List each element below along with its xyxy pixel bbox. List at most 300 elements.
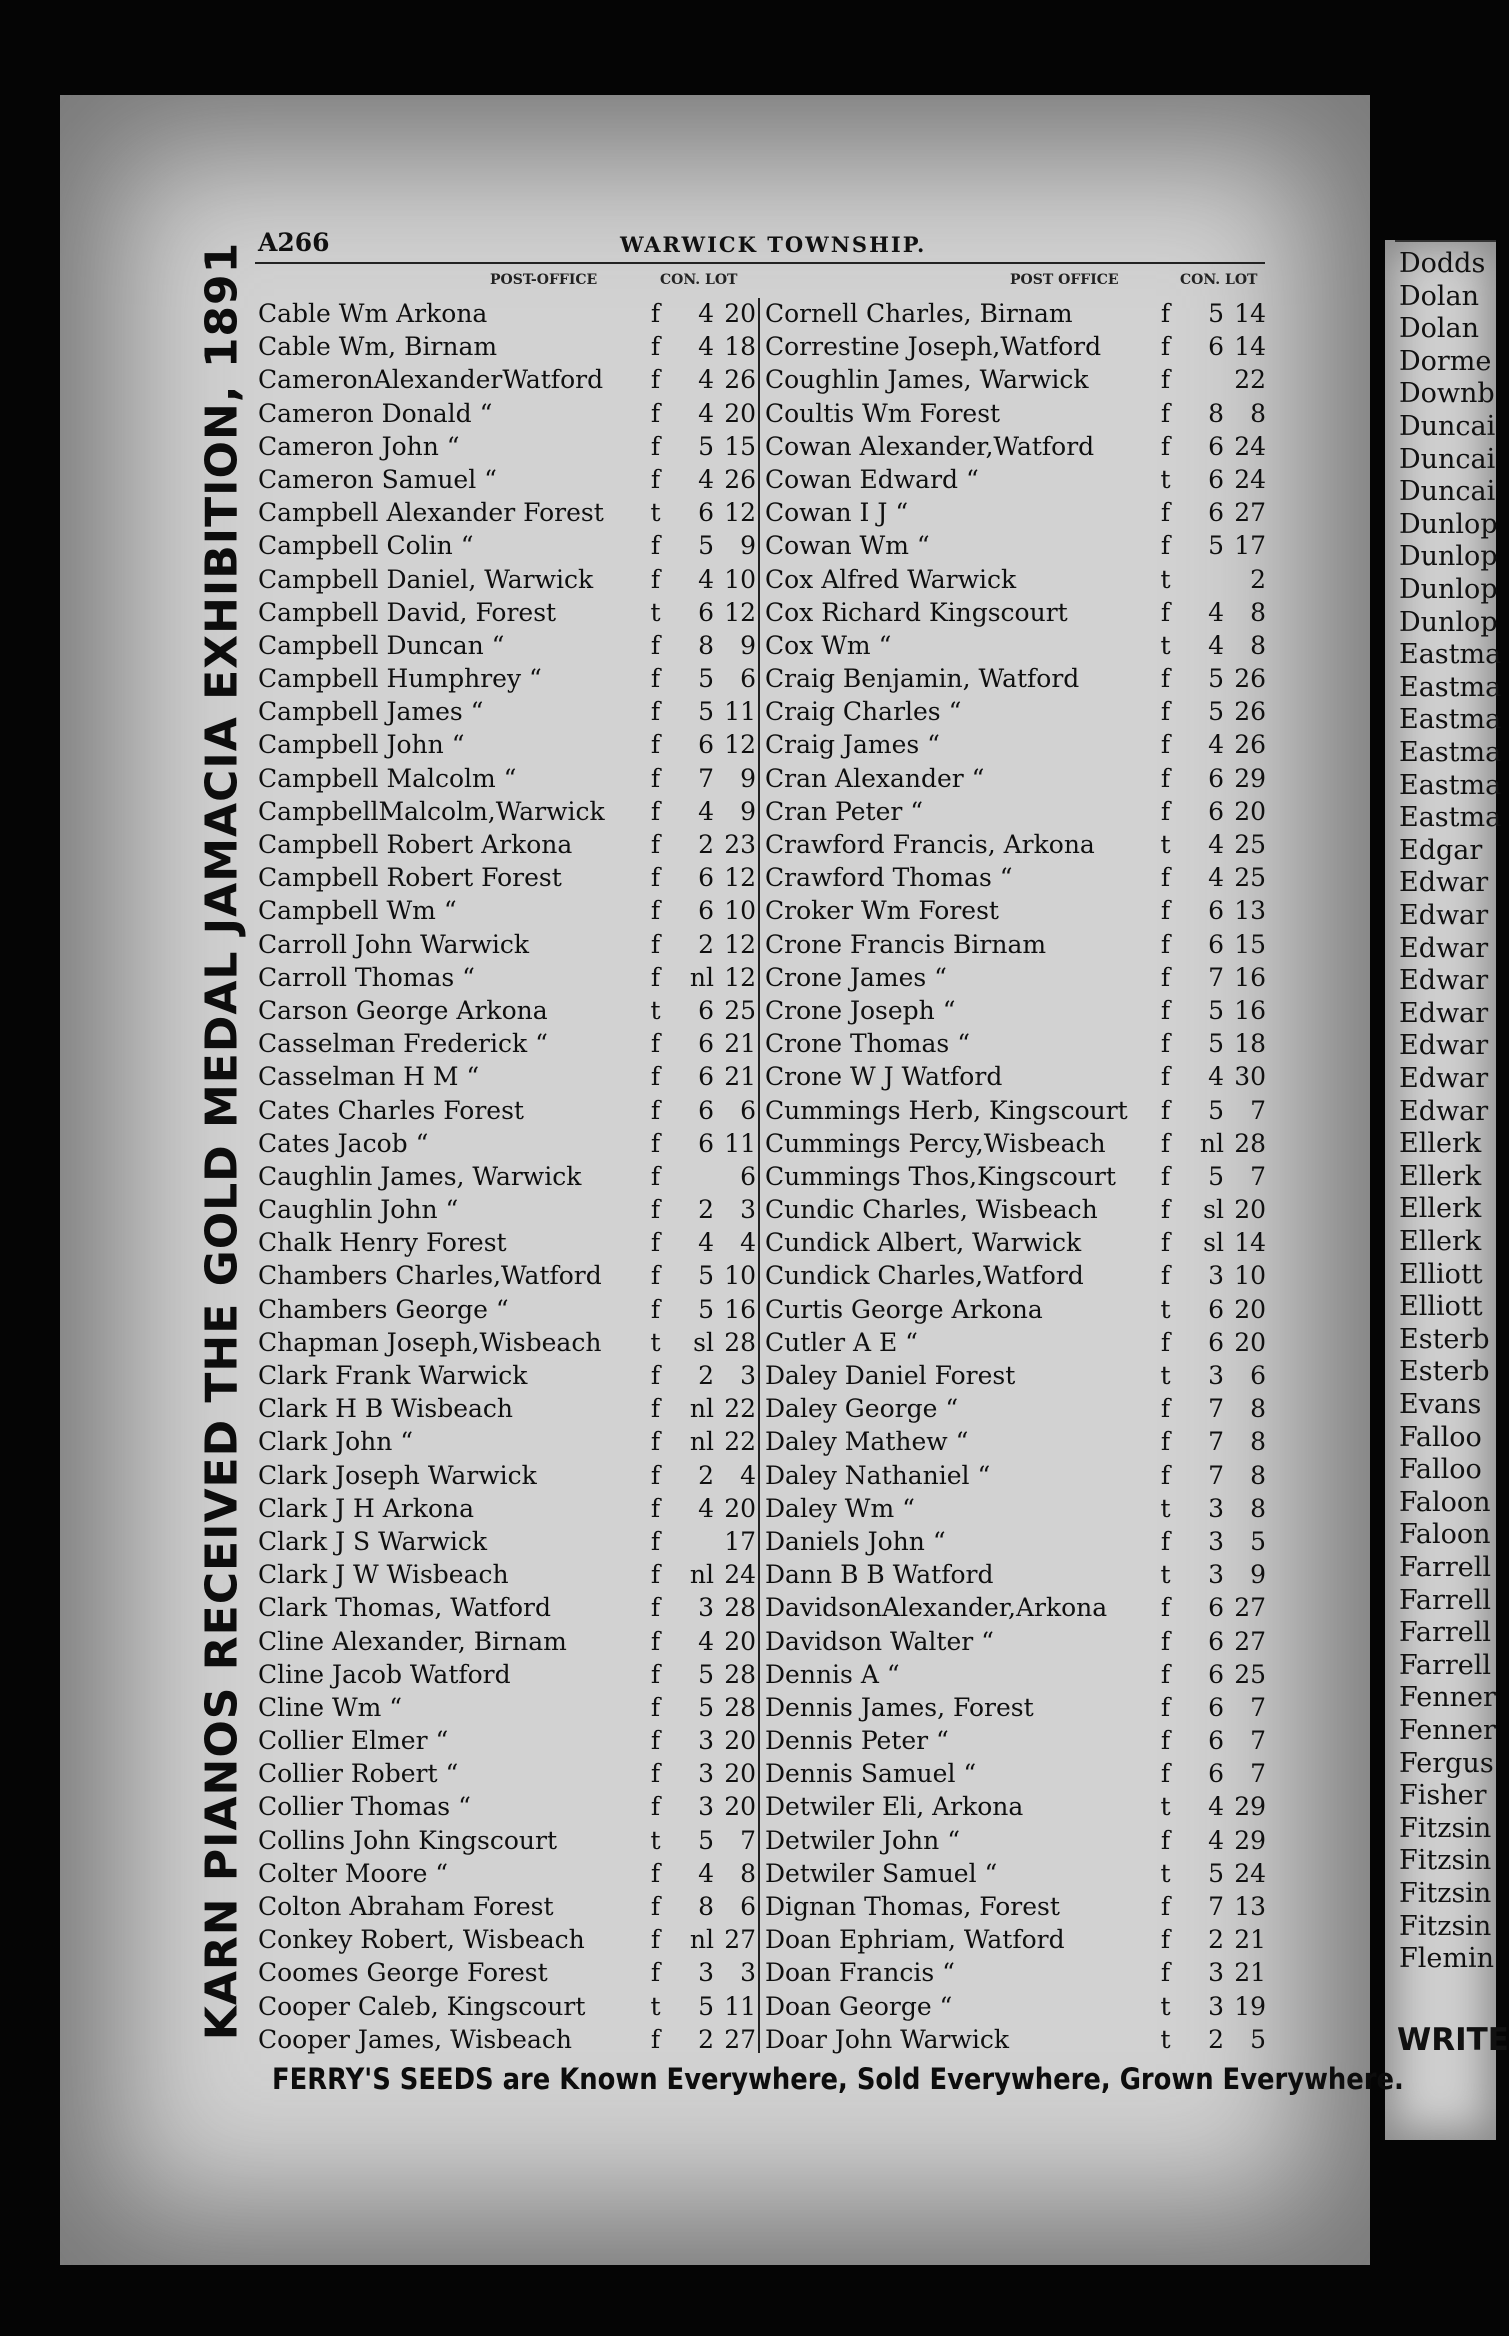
entry-type: f [1160,1825,1171,1855]
entry-type: f [1160,796,1171,826]
entry-name: Cundick Charles,Watford [765,1261,1084,1291]
entry-concession: 2 [698,1361,714,1390]
entry-lot: 16 [724,1294,756,1324]
entry-concession: nl [689,1925,714,1955]
entry-concession: 6 [1208,1593,1224,1623]
entry-concession: 6 [1208,1659,1224,1689]
entry-name: Cowan Alexander,Watford [765,431,1095,461]
entry-concession: 3 [698,1958,714,1988]
entry-lot: 26 [1234,664,1266,694]
entry-name: Doan George “ [765,1991,953,2021]
entry-concession: sl [693,1327,714,1357]
adjacent-page-word: Farrell [1399,1617,1492,1649]
entry-name: Campbell Alexander Forest [258,498,604,528]
adjacent-page-word: Faloon [1399,1486,1491,1518]
entry-concession: 6 [698,597,714,627]
entry-name: Chambers Charles,Watford [258,1261,602,1291]
entry-name: Doan Ephriam, Watford [765,1925,1065,1955]
entry-lot: 27 [1234,1626,1266,1656]
entry-concession: 3 [1208,1261,1224,1291]
entry-type: f [650,2024,661,2054]
entry-concession: 6 [1208,929,1224,959]
entry-name: Crone W J Watford [765,1062,1003,1092]
entry-lot: 14 [1234,1228,1266,1258]
entry-type: f [650,1593,661,1623]
entry-name: Cowan Edward “ [765,464,979,494]
adjacent-page-word: Ellerk [1399,1226,1482,1257]
adjacent-page-word: Elliott [1399,1258,1483,1290]
entry-type: f [650,1726,661,1756]
entry-lot: 24 [1234,464,1266,494]
entry-type: f [650,1228,661,1258]
entry-name: Chapman Joseph,Wisbeach [258,1327,602,1357]
entry-concession: 2 [698,1195,714,1225]
entry-name: Daley Nathaniel “ [765,1460,991,1490]
entry-type: f [1160,995,1171,1025]
entry-concession: 5 [1208,299,1224,328]
entry-lot: 10 [1234,1261,1266,1291]
entry-type: f [650,398,661,428]
entry-lot: 27 [1234,498,1266,528]
entry-lot: 20 [724,299,756,328]
side-advert-banner [195,226,249,2056]
adjacent-page-word: Eastma [1399,802,1502,834]
entry-type: t [650,597,661,627]
entry-type: f [650,1958,661,1988]
entry-lot: 27 [724,2024,756,2054]
entry-lot: 20 [1234,1294,1266,1324]
entry-concession: 5 [698,1294,714,1324]
entry-concession: 5 [1208,1029,1224,1059]
entry-type: f [650,564,661,594]
entry-lot: 18 [1234,1029,1266,1059]
entry-concession: 6 [1208,1626,1224,1656]
entry-concession: 6 [1208,1327,1224,1357]
entry-type: f [650,332,661,362]
entry-type: f [650,1361,661,1390]
entry-concession: 4 [1208,730,1224,760]
entry-type: f [650,431,661,461]
entry-lot: 27 [1234,1593,1266,1623]
entry-lot: 25 [1234,863,1266,893]
entry-type: f [650,464,661,494]
entry-lot: 24 [1234,431,1266,461]
entry-lot: 7 [1250,1095,1266,1125]
entry-name: Coughlin James, Warwick [765,365,1089,395]
adjacent-page-word: Eastma [1399,704,1502,736]
entry-lot: 29 [1234,1825,1266,1855]
entry-concession: 4 [698,464,714,494]
entry-name: Caughlin John “ [258,1195,459,1225]
entry-concession: 3 [698,1792,714,1822]
entry-concession: 4 [1208,630,1224,660]
entry-name: Daley George “ [765,1394,959,1424]
entry-name: Daley Wm “ [765,1493,915,1523]
entry-type: f [1160,1128,1171,1158]
entry-type: t [650,995,661,1025]
entry-lot: 9 [740,531,756,561]
entry-name: Campbell David, Forest [258,597,557,627]
entry-name: Cooper Caleb, Kingscourt [258,1991,586,2021]
entry-concession: 3 [1208,1958,1224,1988]
entry-name: Carroll John Warwick [258,929,530,959]
entry-name: Dann B B Watford [765,1560,994,1590]
entry-name: Cable Wm, Birnam [258,332,498,362]
header-rule [255,262,1265,264]
entry-type: t [650,1825,661,1855]
entry-type: f [650,1460,661,1490]
entry-name: Curtis George Arkona [765,1294,1043,1324]
entry-type: f [650,1261,661,1291]
entry-name: Cates Jacob “ [258,1128,429,1158]
entry-lot: 5 [1250,2024,1266,2054]
entry-type: f [1160,1593,1171,1623]
entry-type: f [650,1161,661,1191]
entry-type: f [1160,962,1171,992]
entry-concession: 7 [1208,1892,1224,1921]
entry-lot: 21 [1234,1925,1266,1955]
entry-name: Cran Alexander “ [765,763,985,793]
entry-lot: 4 [740,1228,756,1258]
entry-concession: 2 [698,1460,714,1490]
entry-type: f [1160,498,1171,528]
entry-type: f [1160,863,1171,893]
entry-concession: 6 [1208,464,1224,494]
entry-lot: 16 [1234,995,1266,1025]
entry-type: f [650,299,661,328]
entry-name: Correstine Joseph,Watford [765,332,1102,362]
entry-name: Campbell Colin “ [258,531,474,561]
entry-name: Clark J W Wisbeach [258,1560,509,1590]
adjacent-page-word: Ellerk [1399,1160,1482,1192]
entry-name: Crone Thomas “ [765,1029,970,1059]
adjacent-page-word: Ellerk [1399,1128,1482,1160]
entry-type: f [1160,1659,1171,1689]
entry-type: f [650,1095,661,1125]
entry-lot: 23 [724,830,756,859]
entry-lot: 25 [1234,1659,1266,1689]
adjacent-page-word: Fitzsin [1399,1845,1492,1877]
adjacent-page-word: Duncai [1399,476,1496,508]
entry-concession: 6 [1208,896,1224,926]
entry-name: Cran Peter “ [765,796,924,826]
entry-concession: 4 [698,564,714,594]
entry-concession: nl [689,1427,714,1457]
left-con-lot-header: CON. LOT [660,272,738,288]
entry-lot: 24 [724,1560,756,1590]
entry-name: Crone Joseph “ [765,995,956,1025]
entry-name: Chambers George “ [258,1294,509,1324]
page-title: WARWICK TOWNSHIP. [620,232,927,257]
entry-type: f [650,1493,661,1523]
entry-lot: 12 [724,929,756,959]
entry-name: Cable Wm Arkona [258,299,488,328]
adjacent-page-strip [1385,240,1509,2140]
entry-name: Clark J S Warwick [258,1526,488,1556]
entry-lot: 26 [1234,730,1266,760]
adjacent-page-word: Fitzsin [1399,1910,1492,1942]
adjacent-page-word: Edwar [1399,932,1489,964]
entry-lot: 11 [724,1128,756,1158]
entry-lot: 7 [1250,1759,1266,1789]
entry-type: t [650,498,661,528]
entry-concession: 6 [698,1029,714,1059]
entry-type: f [1160,1161,1171,1191]
entry-concession: 4 [698,1858,714,1888]
entry-lot: 7 [740,1825,756,1855]
adjacent-page-word: Edwar [1399,867,1489,899]
entry-concession: 2 [698,929,714,959]
entry-name: Collier Thomas “ [258,1792,471,1822]
entry-type: f [650,365,661,395]
entry-name: Campbell James “ [258,697,484,727]
entry-concession: 5 [698,1825,714,1855]
entry-concession: 3 [698,1593,714,1623]
adjacent-page-word: Eastma [1399,769,1502,801]
entry-name: Detwiler John “ [765,1825,960,1855]
entry-concession: 7 [1208,962,1224,992]
entry-concession: 6 [1208,1759,1224,1789]
entry-name: Crone Francis Birnam [765,929,1047,959]
entry-name: Campbell Daniel, Warwick [258,564,594,594]
entry-name: Croker Wm Forest [765,896,999,926]
entry-concession: 4 [1208,1792,1224,1822]
adjacent-page-word: Duncai [1399,411,1496,442]
entry-type: f [650,697,661,727]
entry-type: f [650,1560,661,1590]
entry-lot: 8 [1250,1493,1266,1523]
entry-lot: 28 [724,1327,756,1357]
entry-name: Carson George Arkona [258,995,548,1025]
entry-name: Crone James “ [765,962,947,992]
entry-concession: 6 [698,863,714,893]
entry-concession: 6 [1208,498,1224,528]
entry-lot: 4 [740,1460,756,1490]
entry-type: f [1160,1394,1171,1424]
page-footer-advert: FERRY'S SEEDS are Known Everywhere, Sold Everywhere, Grown Everywhere. [272,2062,1404,2096]
entry-type: f [650,962,661,992]
adjacent-page-word: Edwar [1399,997,1489,1029]
adjacent-page-word: Dunlop [1399,508,1498,540]
left-post-office-header: POST-OFFICE [490,272,598,288]
entry-lot: 22 [1234,365,1266,395]
entry-lot: 12 [724,962,756,992]
entry-name: Cowan I J “ [765,498,909,528]
entry-type: f [1160,1261,1171,1291]
entry-name: Casselman Frederick “ [258,1029,548,1059]
entry-concession: 8 [698,630,714,660]
entry-lot: 17 [724,1526,756,1556]
entry-lot: 28 [1234,1128,1266,1158]
entry-type: f [1160,398,1171,428]
entry-type: f [1160,1228,1171,1258]
entry-concession: 4 [1208,1825,1224,1855]
entry-name: Campbell Humphrey “ [258,664,542,694]
entry-type: f [1160,1626,1171,1656]
entry-name: CameronAlexanderWatford [258,365,604,395]
entry-lot: 8 [1250,1427,1266,1457]
adjacent-page-word: Ellerk [1399,1193,1482,1225]
entry-concession: 4 [698,365,714,395]
entry-concession: nl [689,962,714,992]
entry-concession: 6 [698,1128,714,1158]
entry-concession: 5 [1208,664,1224,694]
adjacent-page-word: Dunlop [1399,574,1498,605]
entry-name: Chalk Henry Forest [258,1228,507,1258]
adjacent-page-word: Dolan [1399,313,1480,345]
entry-name: Cox Richard Kingscourt [765,597,1068,627]
entry-type: t [650,1991,661,2021]
adjacent-page-word: Edwar [1399,1063,1489,1094]
entry-type: f [1160,597,1171,627]
entry-lot: 26 [724,365,756,395]
entry-concession: 8 [698,1892,714,1921]
adjacent-page-word: Esterb [1399,1323,1490,1355]
entry-lot: 8 [1250,398,1266,428]
entry-type: f [650,1692,661,1722]
entry-lot: 6 [740,1161,756,1191]
entry-type: f [1160,1327,1171,1357]
entry-lot: 12 [724,597,756,627]
entry-name: Cundic Charles, Wisbeach [765,1195,1098,1225]
entry-type: t [1160,464,1171,494]
entry-type: f [650,1659,661,1689]
entry-type: f [650,1394,661,1424]
entry-lot: 8 [740,1858,756,1888]
adjacent-page-word: Farrell [1399,1649,1492,1681]
entry-lot: 20 [724,1759,756,1789]
entry-lot: 12 [724,863,756,893]
entry-lot: 16 [1234,962,1266,992]
entry-lot: 9 [1250,1560,1266,1590]
entry-lot: 7 [1250,1692,1266,1722]
entry-name: Cline Alexander, Birnam [258,1626,567,1656]
entry-name: Davidson Walter “ [765,1626,994,1656]
entry-name: Daley Daniel Forest [765,1361,1016,1390]
entry-concession: sl [1203,1195,1224,1225]
entry-type: f [650,763,661,793]
entry-type: f [1160,1526,1171,1556]
entry-name: Clark H B Wisbeach [258,1394,514,1424]
adjacent-page-word: Falloo [1399,1454,1482,1486]
entry-name: Clark Joseph Warwick [258,1460,537,1490]
entry-type: f [1160,929,1171,959]
adjacent-page-word: Fitzsin [1399,1878,1492,1909]
entry-name: Dennis James, Forest [765,1692,1034,1722]
entry-concession: 4 [698,1626,714,1656]
entry-lot: 8 [1250,630,1266,660]
entry-lot: 13 [1234,896,1266,926]
entry-concession: 5 [1208,1161,1224,1191]
entry-concession: 6 [1208,1692,1224,1722]
entry-name: Caughlin James, Warwick [258,1161,582,1191]
entry-lot: 10 [724,1261,756,1291]
entry-type: f [650,1128,661,1158]
adjacent-page-word: Eastma [1399,639,1502,671]
entry-lot: 22 [724,1427,756,1457]
entry-name: Dennis A “ [765,1659,900,1689]
entry-concession: 6 [698,1095,714,1125]
entry-concession: 5 [698,1659,714,1689]
entry-type: f [650,1029,661,1059]
entry-concession: 6 [1208,332,1224,362]
entry-concession: 4 [1208,597,1224,627]
adjacent-page-word: Edwar [1399,1030,1489,1062]
entry-type: f [1160,431,1171,461]
entry-name: Craig Charles “ [765,697,962,727]
entry-type: f [1160,332,1171,362]
entry-concession: 2 [698,2024,714,2054]
adjacent-page-word: Fenner [1399,1715,1496,1746]
adjacent-page-word: Dolan [1399,280,1480,312]
right-con-lot-header: CON. LOT [1180,272,1258,288]
entry-concession: 6 [698,995,714,1025]
entry-concession: 3 [698,1726,714,1756]
right-post-office-header: POST OFFICE [1010,272,1119,288]
entry-lot: 18 [724,332,756,362]
entry-concession: 5 [1208,697,1224,727]
entry-lot: 7 [1250,1161,1266,1191]
entry-type: f [1160,1958,1171,1988]
entry-name: Casselman H M “ [258,1062,480,1092]
entry-name: Cooper James, Wisbeach [258,2024,572,2054]
entry-type: f [1160,763,1171,793]
entry-name: Colton Abraham Forest [258,1892,554,1921]
entry-lot: 26 [1234,697,1266,727]
entry-lot: 30 [1234,1062,1266,1092]
entry-name: Cundick Albert, Warwick [765,1228,1082,1258]
adjacent-page-word: Faloon [1399,1519,1491,1551]
entry-name: Cameron John “ [258,431,460,461]
entry-type: f [650,1892,661,1921]
adjacent-page-word: Farrell [1399,1584,1492,1616]
entry-concession: 2 [698,830,714,859]
entry-type: t [650,1327,661,1357]
entry-concession: 4 [1208,863,1224,893]
adjacent-page-word: Dodds [1399,248,1486,279]
entry-type: f [1160,531,1171,561]
entry-name: Cates Charles Forest [258,1095,524,1125]
entry-type: f [1160,730,1171,760]
entry-concession: 7 [1208,1427,1224,1457]
adjacent-page-word: Edwar [1399,1095,1489,1127]
entry-lot: 20 [724,1792,756,1822]
entry-name: Campbell Robert Arkona [258,830,573,859]
entry-type: t [1160,830,1171,859]
entry-type: f [650,929,661,959]
entry-concession: 7 [1208,1460,1224,1490]
adjacent-page-word: Edwar [1399,965,1489,997]
entry-lot: 27 [724,1925,756,1955]
entry-lot: 12 [724,498,756,528]
adjacent-page-word: Edgar [1399,834,1483,866]
entry-concession: 7 [1208,1394,1224,1424]
entry-lot: 22 [724,1394,756,1424]
entry-concession: nl [689,1394,714,1424]
entry-name: Detwiler Eli, Arkona [765,1792,1024,1822]
entry-lot: 20 [724,1626,756,1656]
entry-name: Cox Wm “ [765,630,892,660]
entry-name: Carroll Thomas “ [258,962,475,992]
entry-type: f [650,863,661,893]
entry-lot: 28 [724,1692,756,1722]
entry-name: DavidsonAlexander,Arkona [765,1593,1108,1623]
entry-name: Collier Robert “ [258,1759,459,1789]
entry-name: Cornell Charles, Birnam [765,299,1073,328]
entry-type: t [1160,1858,1171,1888]
entry-type: f [650,664,661,694]
entry-name: Cowan Wm “ [765,531,930,561]
